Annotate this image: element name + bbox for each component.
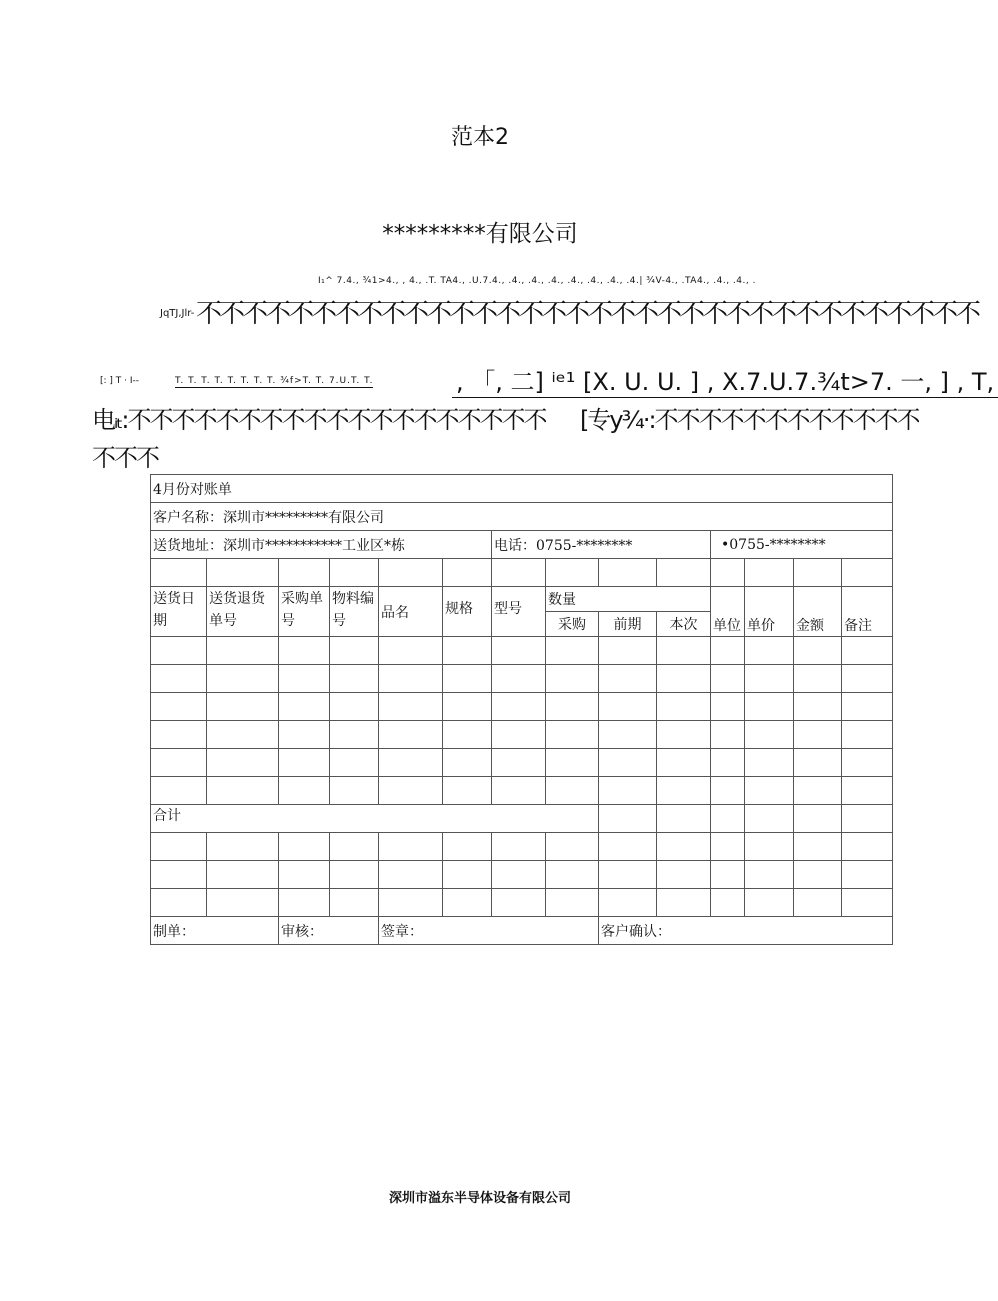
- table-row: [151, 693, 893, 721]
- table-row: [151, 833, 893, 861]
- customer-confirm: 客户确认：: [599, 917, 893, 945]
- garbled-text-line-2-prefix: JqTJ,Jlr-: [160, 308, 195, 319]
- phone-garbled-text: 电ᵢₜ:不不不不不不不不不不不不不不不不不不不: [92, 406, 546, 434]
- garbled-text-line-3b: T. T. T. T. T. T. T. T. ¾f>T. T. 7.U.T. T.: [175, 376, 374, 386]
- company-heading: *********有限公司: [382, 221, 578, 247]
- table-row: [151, 637, 893, 665]
- col-po-no: 采购单号: [279, 587, 330, 637]
- customer-name: 客户名称：深圳市*********有限公司: [151, 503, 893, 531]
- table-row: [151, 889, 893, 917]
- garbled-text-line-5: 不不不: [92, 444, 158, 472]
- fax-garbled-text: [专y¾·:不不不不不不不不不不不不: [580, 406, 919, 434]
- col-unit: 单位: [711, 587, 745, 637]
- sample-title: 范本2: [451, 125, 509, 150]
- fax-number: •0755-********: [711, 531, 893, 559]
- col-quantity: 数量: [546, 587, 711, 612]
- delivery-address: 送货地址：深圳市***********工业区*栋: [151, 531, 492, 559]
- col-material-no: 物料编号: [330, 587, 379, 637]
- col-qty-previous: 前期: [599, 612, 657, 637]
- table-row: [151, 777, 893, 805]
- table-row: [151, 721, 893, 749]
- col-qty-purchase: 采购: [546, 612, 599, 637]
- footer-company-name: 深圳市溢东半导体设备有限公司: [388, 1191, 571, 1206]
- seal: 签章：: [379, 917, 599, 945]
- garbled-text-line-3a: [: ] T · I--: [100, 376, 140, 386]
- garbled-text-line-1: I₁^ 7.4., ¾1>4., , 4., .T. TA4., .U.7.4., .4., .4., .4., .4., .4., .4., .4.| ¾V-4., .TA4., .4., .4., .: [318, 276, 756, 286]
- table-row: [151, 861, 893, 889]
- col-spec: 规格: [443, 587, 492, 637]
- col-return-no: 送货退货单号: [207, 587, 279, 637]
- col-amount: 金额: [794, 587, 842, 637]
- statement-title: 4月份对账单: [151, 475, 893, 503]
- prepared-by: 制单：: [151, 917, 279, 945]
- garbled-text-line-2: 不不不不不不不不不不不不不不不不不不不不不不不不不不不不不不不不不不: [196, 299, 979, 329]
- col-model: 型号: [492, 587, 546, 637]
- total-label: 合计: [151, 805, 599, 833]
- table-row: [151, 665, 893, 693]
- phone-number: 电话：0755-********: [492, 531, 711, 559]
- statement-table: [150, 474, 893, 945]
- col-unit-price: 单价: [745, 587, 794, 637]
- blank-row: [151, 559, 893, 587]
- col-product-name: 品名: [379, 587, 443, 637]
- col-qty-current: 本次: [657, 612, 711, 637]
- col-delivery-date: 送货日期: [151, 587, 207, 637]
- table-row: [151, 749, 893, 777]
- garbled-text-line-3c: , 「, 二] ⁱᵉ¹ [X. U. U. ] , X.7.U.7.¾t>7. 一, ] , T,: [452, 362, 998, 398]
- col-remarks: 备注: [842, 587, 893, 637]
- reviewed-by: 审核：: [279, 917, 379, 945]
